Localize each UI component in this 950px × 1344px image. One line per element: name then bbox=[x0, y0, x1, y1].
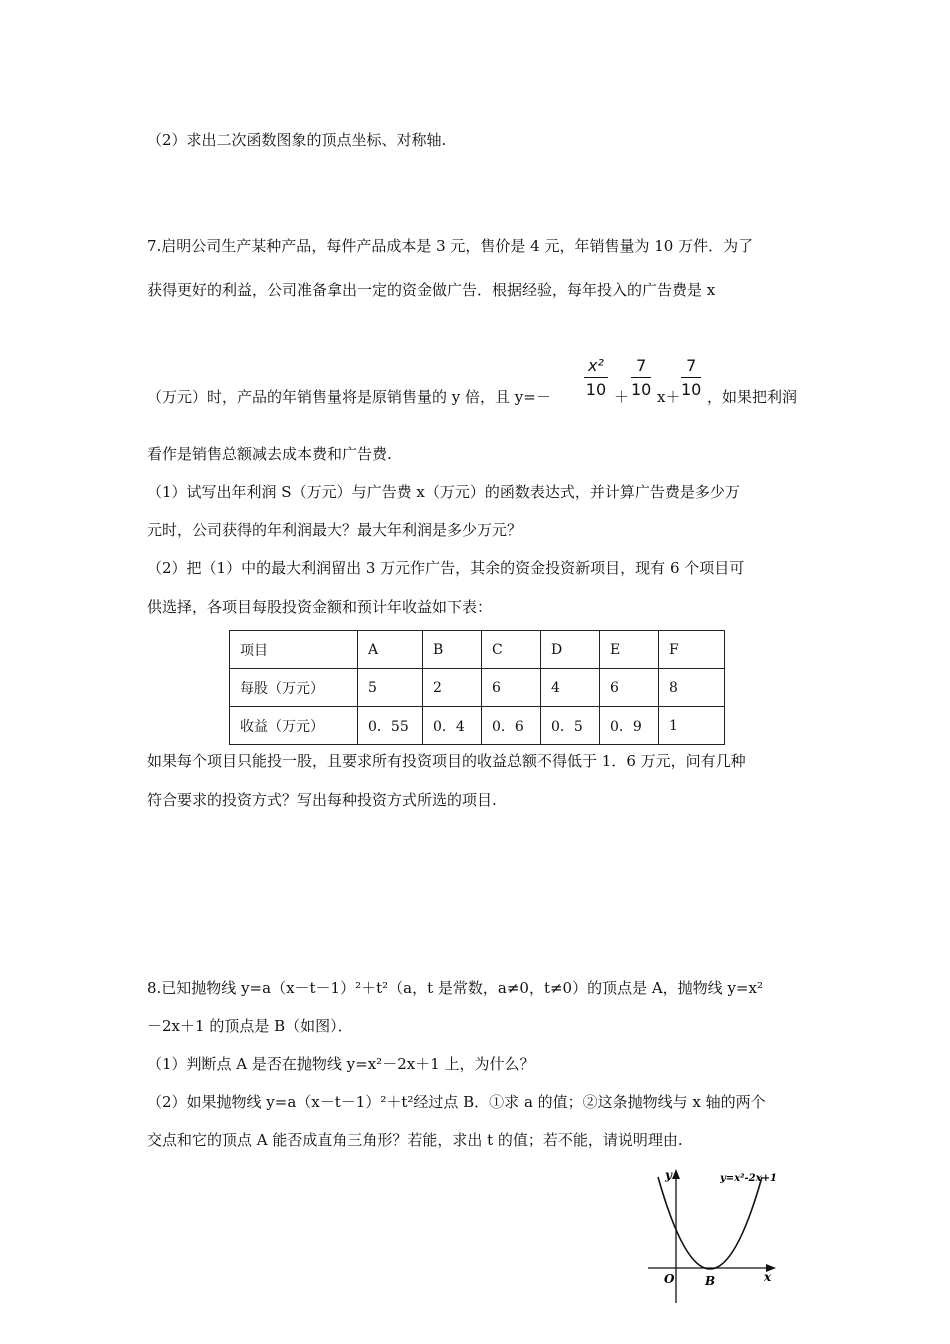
frac3-numerator: 7 bbox=[681, 356, 701, 378]
q7-part1-a: （1）试写出年利润 S（万元）与广告费 x（万元）的函数表达式，并计算广告费是多少万 bbox=[147, 483, 740, 501]
table-cell: A bbox=[358, 631, 423, 669]
frac1-numerator: x² bbox=[584, 356, 608, 378]
q7-line1: 7.启明公司生产某种产品，每件产品成本是 3 元，售价是 4 元，年销售量为 10 万件．为了 bbox=[147, 237, 754, 255]
table-cell: 0．5 bbox=[541, 707, 600, 745]
table-cell: 2 bbox=[423, 669, 482, 707]
q7-after-a: 如果每个项目只能投一股，且要求所有投资项目的收益总额不得低于 1．6 万元，问有几种 bbox=[147, 752, 746, 770]
q7-line4: 看作是销售总额减去成本费和广告费. bbox=[147, 445, 392, 463]
investment-table bbox=[229, 630, 725, 745]
table-cell: 0．55 bbox=[358, 707, 423, 745]
table-cell: 0．9 bbox=[600, 707, 659, 745]
parabola-figure bbox=[640, 1165, 790, 1305]
table-cell: 5 bbox=[358, 669, 423, 707]
q7-after-b: 符合要求的投资方式？写出每种投资方式所选的项目. bbox=[147, 791, 497, 809]
q6-part2: （2）求出二次函数图象的顶点坐标、对称轴. bbox=[147, 131, 447, 149]
y-axis-arrow-icon bbox=[672, 1169, 680, 1179]
q8-part1: （1）判断点 A 是否在抛物线 y=x²－2x＋1 上，为什么？ bbox=[147, 1055, 535, 1073]
q7-part2-a: （2）把（1）中的最大利润留出 3 万元作广告，其余的资金投资新项目，现有 6 个项目可 bbox=[147, 559, 745, 577]
frac2-numerator: 7 bbox=[631, 356, 651, 378]
table-row bbox=[230, 669, 725, 707]
frac3-denominator: 10 bbox=[681, 380, 702, 399]
table-cell: 1 bbox=[659, 707, 725, 745]
table-cell: 6 bbox=[482, 669, 541, 707]
parabola-curve bbox=[658, 1177, 762, 1269]
table-cell: E bbox=[600, 631, 659, 669]
x-plus: x＋ bbox=[657, 388, 681, 406]
frac1-denominator: 10 bbox=[585, 380, 607, 399]
q7-line3-suffix: ，如果把利润 bbox=[707, 388, 798, 406]
q7-part1-b: 元时，公司获得的年利润最大？最大年利润是多少万元？ bbox=[147, 521, 523, 539]
q7-line3-prefix: （万元）时，产品的年销售量将是原销售量的 y 倍，且 y=－ bbox=[147, 388, 551, 406]
curve-label: y=x²-2x+1 bbox=[720, 1173, 777, 1184]
plus-sign: ＋ bbox=[614, 388, 630, 406]
q8-part2-b: 交点和它的顶点 A 能否成直角三角形？若能，求出 t 的值；若不能，请说明理由. bbox=[147, 1131, 683, 1149]
table-cell: C bbox=[482, 631, 541, 669]
table-cell: 4 bbox=[541, 669, 600, 707]
label-x: x bbox=[764, 1270, 772, 1284]
table-cell: 0．6 bbox=[482, 707, 541, 745]
q8-line1: 8.已知抛物线 y=a（x－t－1）²＋t²（a，t 是常数，a≠0，t≠0）的顶点是 A，抛物线 y=x² bbox=[147, 979, 763, 997]
label-y: y bbox=[665, 1168, 672, 1182]
q7-part2-b: 供选择，各项目每股投资金额和预计年收益如下表： bbox=[147, 598, 493, 616]
q7-line2: 获得更好的利益，公司准备拿出一定的资金做广告．根据经验，每年投入的广告费是 x bbox=[147, 281, 716, 299]
fraction-x2-over-10 bbox=[584, 356, 608, 399]
label-origin: O bbox=[664, 1272, 675, 1286]
q8-part2-a: （2）如果抛物线 y=a（x－t－1）²＋t²经过点 B．①求 a 的值；②这条抛物线与 x 轴的两个 bbox=[147, 1093, 766, 1111]
frac2-denominator: 10 bbox=[631, 380, 652, 399]
table-cell: 8 bbox=[659, 669, 725, 707]
table-row bbox=[230, 707, 725, 745]
table-cell: 项目 bbox=[230, 631, 358, 669]
fraction-7-over-10-a bbox=[631, 356, 651, 399]
table-cell: 6 bbox=[600, 669, 659, 707]
table-cell: 0．4 bbox=[423, 707, 482, 745]
label-b: B bbox=[705, 1274, 716, 1288]
table-row bbox=[230, 631, 725, 669]
table-cell: D bbox=[541, 631, 600, 669]
table-cell: B bbox=[423, 631, 482, 669]
table-cell: F bbox=[659, 631, 725, 669]
table-cell: 收益（万元） bbox=[230, 707, 358, 745]
fraction-7-over-10-b bbox=[681, 356, 701, 399]
table-cell: 每股（万元） bbox=[230, 669, 358, 707]
q8-line2: －2x＋1 的顶点是 B（如图）． bbox=[147, 1017, 353, 1035]
